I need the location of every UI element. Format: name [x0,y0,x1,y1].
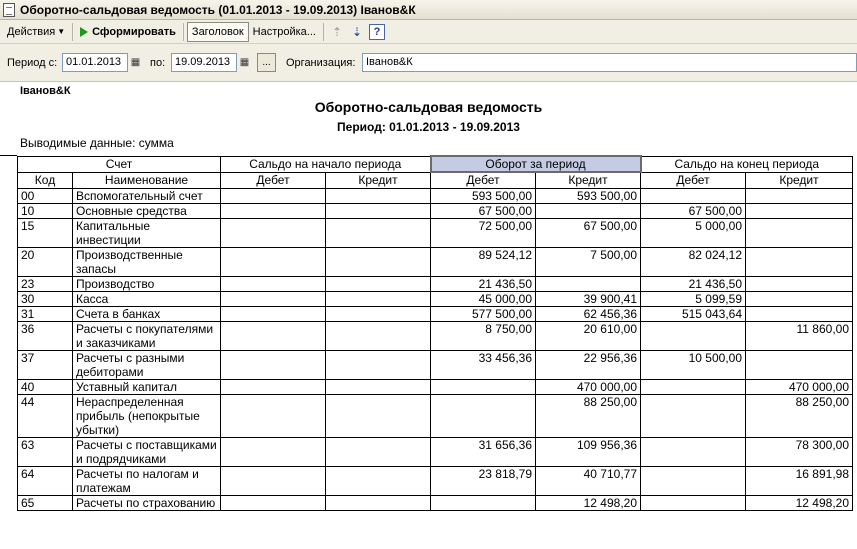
table-row[interactable] [18,276,853,291]
cell-turnover-credit[interactable]: 593 500,00 [536,188,641,203]
parameters-panel [0,44,857,82]
cell-opening-debit[interactable] [221,495,326,510]
move-up-icon[interactable]: ⇡ [331,24,342,39]
cell-opening-credit[interactable] [326,306,431,321]
cell-closing-debit[interactable] [641,321,746,350]
header-opening-debit[interactable]: Дебет [221,172,326,188]
table-row[interactable] [18,203,853,218]
cell-closing-debit[interactable] [641,495,746,510]
cell-turnover-credit[interactable]: 39 900,41 [536,291,641,306]
cell-opening-credit[interactable] [326,350,431,379]
organization-input[interactable]: Іванов&К [362,53,857,72]
cell-closing-debit[interactable] [641,466,746,495]
cell-closing-debit[interactable] [641,394,746,437]
cell-opening-debit[interactable] [221,218,326,247]
header-closing-balance[interactable]: Сальдо на конец периода [641,156,853,172]
cell-opening-credit[interactable] [326,495,431,510]
report-table [17,155,853,511]
cell-closing-credit[interactable] [746,306,853,321]
table-row[interactable] [18,379,853,394]
cell-name[interactable]: Производственные запасы [73,247,221,276]
dropdown-caret-icon: ▼ [57,27,66,36]
cell-closing-credit[interactable]: 78 300,00 [746,437,853,466]
cell-closing-debit[interactable] [641,188,746,203]
header-turnover-credit[interactable]: Кредит [536,172,641,188]
cell-turnover-credit[interactable]: 62 456,36 [536,306,641,321]
cell-opening-credit[interactable] [326,321,431,350]
cell-opening-credit[interactable] [326,188,431,203]
calendar-icon[interactable]: ▦ [239,57,250,68]
period-from-input[interactable]: 01.01.2013 [62,53,128,72]
cell-code[interactable]: 23 [18,276,73,291]
cell-code[interactable]: 30 [18,291,73,306]
cell-name[interactable]: Уставный капитал [73,379,221,394]
table-row[interactable] [18,466,853,495]
period-to-label: по: [150,57,166,69]
header-account[interactable]: Счет [18,156,221,172]
table-row[interactable] [18,394,853,437]
grid-left-line [0,155,17,156]
cell-name[interactable]: Касса [73,291,221,306]
cell-opening-debit[interactable] [221,276,326,291]
cell-opening-credit[interactable] [326,276,431,291]
table-row[interactable] [18,188,853,203]
header-turnover-debit[interactable]: Дебет [431,172,536,188]
cell-opening-credit[interactable] [326,394,431,437]
toolbar [0,20,857,44]
cell-code[interactable]: 63 [18,437,73,466]
help-icon[interactable]: ? [369,24,385,40]
toolbar-separator [183,23,184,41]
cell-turnover-debit[interactable]: 23 818,79 [431,466,536,495]
cell-turnover-debit[interactable] [431,379,536,394]
cell-code[interactable]: 65 [18,495,73,510]
toolbar-separator [72,23,73,41]
cell-code[interactable]: 64 [18,466,73,495]
cell-closing-debit[interactable] [641,437,746,466]
settings-button[interactable]: Настройка... [252,25,316,38]
table-row[interactable] [18,291,853,306]
document-icon [3,3,15,17]
cell-code[interactable]: 10 [18,203,73,218]
header-name[interactable]: Наименование [73,172,221,188]
report-title: Оборотно-сальдовая ведомость [314,99,543,115]
table-row[interactable] [18,218,853,247]
cell-closing-credit[interactable] [746,350,853,379]
cell-turnover-debit[interactable]: 89 524,12 [431,247,536,276]
cell-name[interactable]: Расчеты по страхованию [73,495,221,510]
cell-turnover-debit[interactable] [431,394,536,437]
header-turnover[interactable]: Оборот за период [431,156,641,172]
cell-turnover-credit[interactable]: 67 500,00 [536,218,641,247]
cell-turnover-debit[interactable]: 67 500,00 [431,203,536,218]
cell-name[interactable]: Капитальные инвестиции [73,218,221,247]
generate-button[interactable] [76,22,180,42]
cell-name[interactable]: Вспомогательный счет [73,188,221,203]
expand-arrows-icon[interactable]: ⇣ [351,24,362,39]
report-output-data: Выводимые данные: сумма [20,136,174,150]
cell-opening-debit[interactable] [221,394,326,437]
table-row[interactable] [18,350,853,379]
cell-closing-credit[interactable]: 16 891,98 [746,466,853,495]
cell-code[interactable]: 37 [18,350,73,379]
cell-turnover-credit[interactable] [536,276,641,291]
cell-code[interactable]: 15 [18,218,73,247]
report-rows [18,188,853,510]
cell-name[interactable]: Нераспределенная прибыль (непокрытые убытки) [73,394,221,437]
cell-closing-credit[interactable]: 88 250,00 [746,394,853,437]
cell-turnover-debit[interactable]: 8 750,00 [431,321,536,350]
header-closing-debit[interactable]: Дебет [641,172,746,188]
cell-closing-credit[interactable] [746,203,853,218]
actions-label: Действия [7,25,56,38]
table-row[interactable] [18,247,853,276]
cell-opening-credit[interactable] [326,437,431,466]
window-titlebar [0,0,857,20]
cell-opening-debit[interactable] [221,350,326,379]
cell-turnover-credit[interactable]: 22 956,36 [536,350,641,379]
organization-label: Организация: [286,57,356,69]
cell-name[interactable]: Расчеты с разными дебиторами [73,350,221,379]
period-select-button[interactable]: ... [257,53,276,72]
cell-code[interactable]: 20 [18,247,73,276]
cell-turnover-debit[interactable] [431,495,536,510]
cell-turnover-debit[interactable]: 577 500,00 [431,306,536,321]
cell-turnover-credit[interactable]: 88 250,00 [536,394,641,437]
cell-closing-credit[interactable]: 12 498,20 [746,495,853,510]
cell-closing-debit[interactable]: 515 043,64 [641,306,746,321]
cell-opening-credit[interactable] [326,203,431,218]
cell-code[interactable]: 44 [18,394,73,437]
cell-closing-credit[interactable] [746,291,853,306]
cell-opening-debit[interactable] [221,203,326,218]
cell-code[interactable]: 36 [18,321,73,350]
cell-turnover-debit[interactable]: 31 656,36 [431,437,536,466]
cell-turnover-debit[interactable]: 72 500,00 [431,218,536,247]
cell-name[interactable]: Расчеты с поставщиками и подрядчиками [73,437,221,466]
cell-code[interactable]: 40 [18,379,73,394]
cell-closing-credit[interactable] [746,188,853,203]
cell-turnover-debit[interactable]: 21 436,50 [431,276,536,291]
cell-closing-debit[interactable]: 10 500,00 [641,350,746,379]
cell-code[interactable]: 00 [18,188,73,203]
cell-turnover-debit[interactable]: 593 500,00 [431,188,536,203]
actions-menu-button[interactable] [3,22,69,42]
header-opening-balance[interactable]: Сальдо на начало периода [221,156,431,172]
cell-closing-debit[interactable]: 5 099,59 [641,291,746,306]
window-title: Оборотно-сальдовая ведомость (01.01.2013 - 19.09.2013) Іванов&К [20,2,416,17]
cell-turnover-debit[interactable]: 45 000,00 [431,291,536,306]
cell-turnover-credit[interactable]: 470 000,00 [536,379,641,394]
report-period: Период: 01.01.2013 - 19.09.2013 [337,120,520,134]
cell-opening-debit[interactable] [221,321,326,350]
cell-code[interactable]: 31 [18,306,73,321]
cell-closing-credit[interactable] [746,247,853,276]
cell-closing-credit[interactable] [746,218,853,247]
cell-turnover-credit[interactable]: 20 610,00 [536,321,641,350]
calendar-icon[interactable]: ▦ [130,57,141,68]
cell-opening-debit[interactable] [221,188,326,203]
cell-name[interactable]: Расчеты с покупателями и заказчиками [73,321,221,350]
cell-turnover-credit[interactable]: 109 956,36 [536,437,641,466]
table-row[interactable] [18,321,853,350]
cell-closing-debit[interactable]: 5 000,00 [641,218,746,247]
header-code[interactable]: Код [18,172,73,188]
cell-opening-credit[interactable] [326,466,431,495]
cell-opening-debit[interactable] [221,437,326,466]
table-row[interactable] [18,306,853,321]
header-closing-credit[interactable]: Кредит [746,172,853,188]
period-from-label: Период с: [7,57,58,69]
cell-opening-debit[interactable] [221,379,326,394]
cell-closing-debit[interactable] [641,379,746,394]
cell-opening-debit[interactable] [221,247,326,276]
cell-name[interactable]: Расчеты по налогам и платежам [73,466,221,495]
cell-closing-debit[interactable]: 82 024,12 [641,247,746,276]
report-organization: Іванов&К [20,85,71,97]
cell-closing-credit[interactable]: 470 000,00 [746,379,853,394]
cell-closing-debit[interactable]: 21 436,50 [641,276,746,291]
cell-opening-debit[interactable] [221,466,326,495]
cell-opening-debit[interactable] [221,291,326,306]
cell-closing-credit[interactable] [746,276,853,291]
generate-label: Сформировать [92,25,176,38]
cell-opening-credit[interactable] [326,379,431,394]
cell-opening-credit[interactable] [326,291,431,306]
cell-name[interactable]: Производство [73,276,221,291]
header-toggle-button[interactable]: Заголовок [187,22,249,42]
cell-closing-debit[interactable]: 67 500,00 [641,203,746,218]
cell-closing-credit[interactable]: 11 860,00 [746,321,853,350]
cell-turnover-credit[interactable]: 12 498,20 [536,495,641,510]
cell-name[interactable]: Основные средства [73,203,221,218]
header-opening-credit[interactable]: Кредит [326,172,431,188]
play-icon [80,27,88,37]
cell-opening-credit[interactable] [326,247,431,276]
table-row[interactable] [18,437,853,466]
cell-opening-debit[interactable] [221,306,326,321]
cell-name[interactable]: Счета в банках [73,306,221,321]
cell-turnover-debit[interactable]: 33 456,36 [431,350,536,379]
cell-turnover-credit[interactable] [536,203,641,218]
cell-turnover-credit[interactable]: 7 500,00 [536,247,641,276]
toolbar-separator [323,23,324,41]
report-area [0,82,857,549]
cell-turnover-credit[interactable]: 40 710,77 [536,466,641,495]
period-to-input[interactable]: 19.09.2013 [171,53,237,72]
cell-opening-credit[interactable] [326,218,431,247]
table-row[interactable] [18,495,853,510]
